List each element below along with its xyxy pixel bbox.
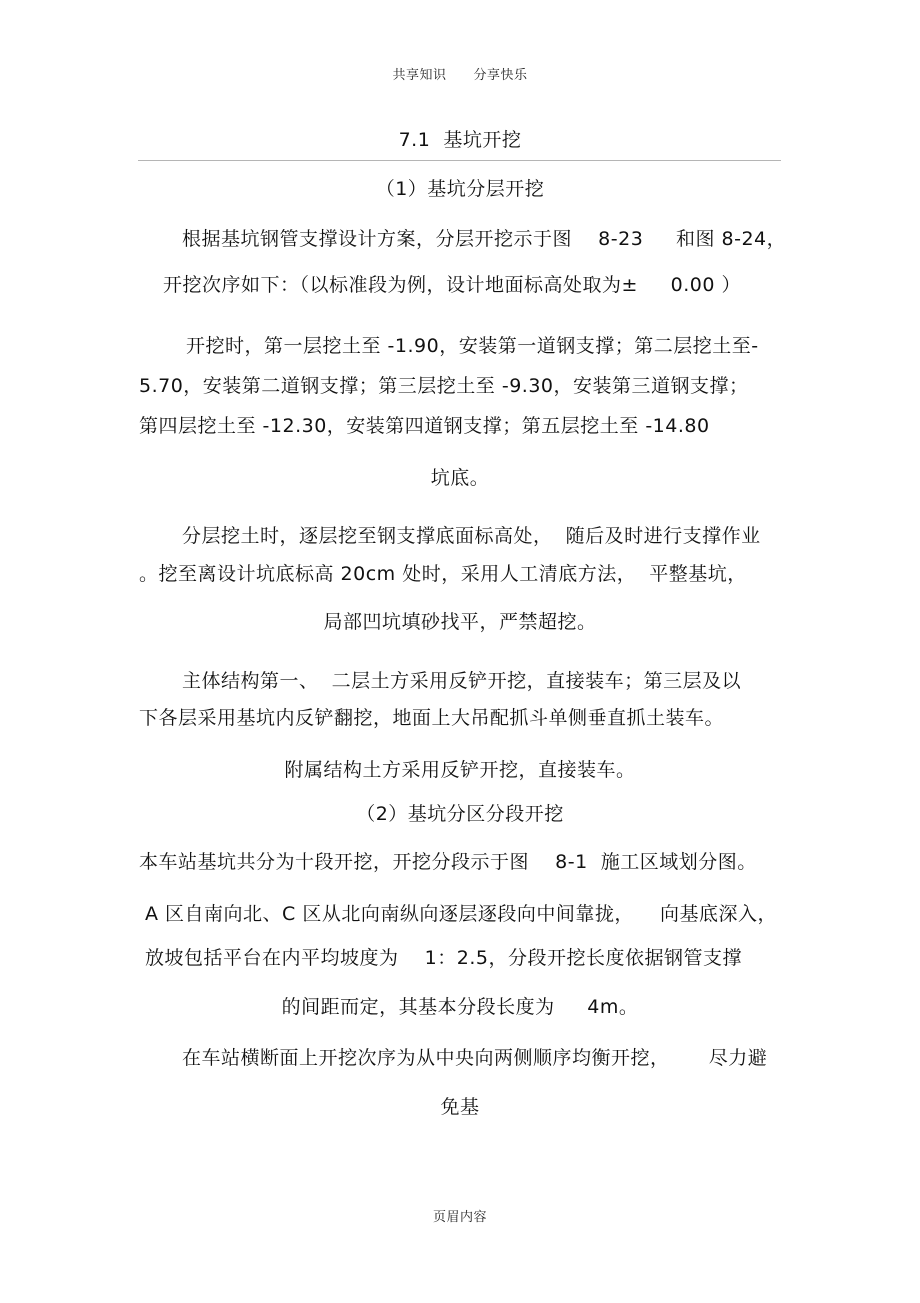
section-title: 7.1 基坑开挖 (398, 129, 522, 151)
body-line: 在车站横断面上开挖次序为从中央向两侧顺序均衡开挖， 尽力避 (182, 1047, 768, 1069)
page-header: 共享知识 分享快乐 (392, 68, 528, 83)
body-line: 根据基坑钢管支撑设计方案，分层开挖示于图 8-23 和图 8-24， (182, 228, 787, 250)
body-line: 附属结构土方采用反铲开挖，直接装车。 (284, 759, 636, 781)
body-line: 5.70，安装第二道钢支撑；第三层挖土至 -9.30，安装第三道钢支撑； (139, 375, 749, 397)
body-line: 坑底。 (430, 467, 490, 489)
subsection-title-1: （1）基坑分层开挖 (375, 178, 545, 200)
body-line: 第四层挖土至 -12.30，安装第四道钢支撑；第五层挖土至 -14.80 (139, 415, 710, 437)
body-line: 的间距而定，其基本分段长度为 4m。 (281, 996, 639, 1018)
header-divider (138, 160, 781, 161)
body-line: 主体结构第一、 二层土方采用反铲开挖，直接装车；第三层及以 (182, 670, 742, 692)
body-line: 开挖次序如下：（以标准段为例，设计地面标高处取为± 0.00 ） (163, 274, 741, 296)
body-line: 分层挖土时，逐层挖至钢支撑底面标高处， 随后及时进行支撑作业 (182, 525, 761, 547)
subsection-title-2: （2）基坑分区分段开挖 (356, 803, 564, 825)
body-line: 开挖时，第一层挖土至 -1.90，安装第一道钢支撑；第二层挖土至- (186, 335, 759, 357)
body-line: 本车站基坑共分为十段开挖，开挖分段示于图 8-1 施工区域划分图。 (139, 851, 757, 873)
page-footer: 页眉内容 (432, 1210, 487, 1225)
body-line: 。挖至离设计坑底标高 20cm 处时，采用人工清底方法， 平整基坑， (139, 563, 747, 585)
body-line: A 区自南向北、C 区从北向南纵向逐层逐段向中间靠拢， 向基底深入， (145, 903, 778, 925)
body-line: 免基 (440, 1096, 480, 1118)
body-line: 局部凹坑填砂找平，严禁超挖。 (323, 611, 597, 633)
body-line: 下各层采用基坑内反铲翻挖，地面上大吊配抓斗单侧垂直抓土装车。 (139, 707, 725, 729)
body-line: 放坡包括平台在内平均坡度为 1：2.5，分段开挖长度依据钢管支撑 (145, 947, 742, 969)
